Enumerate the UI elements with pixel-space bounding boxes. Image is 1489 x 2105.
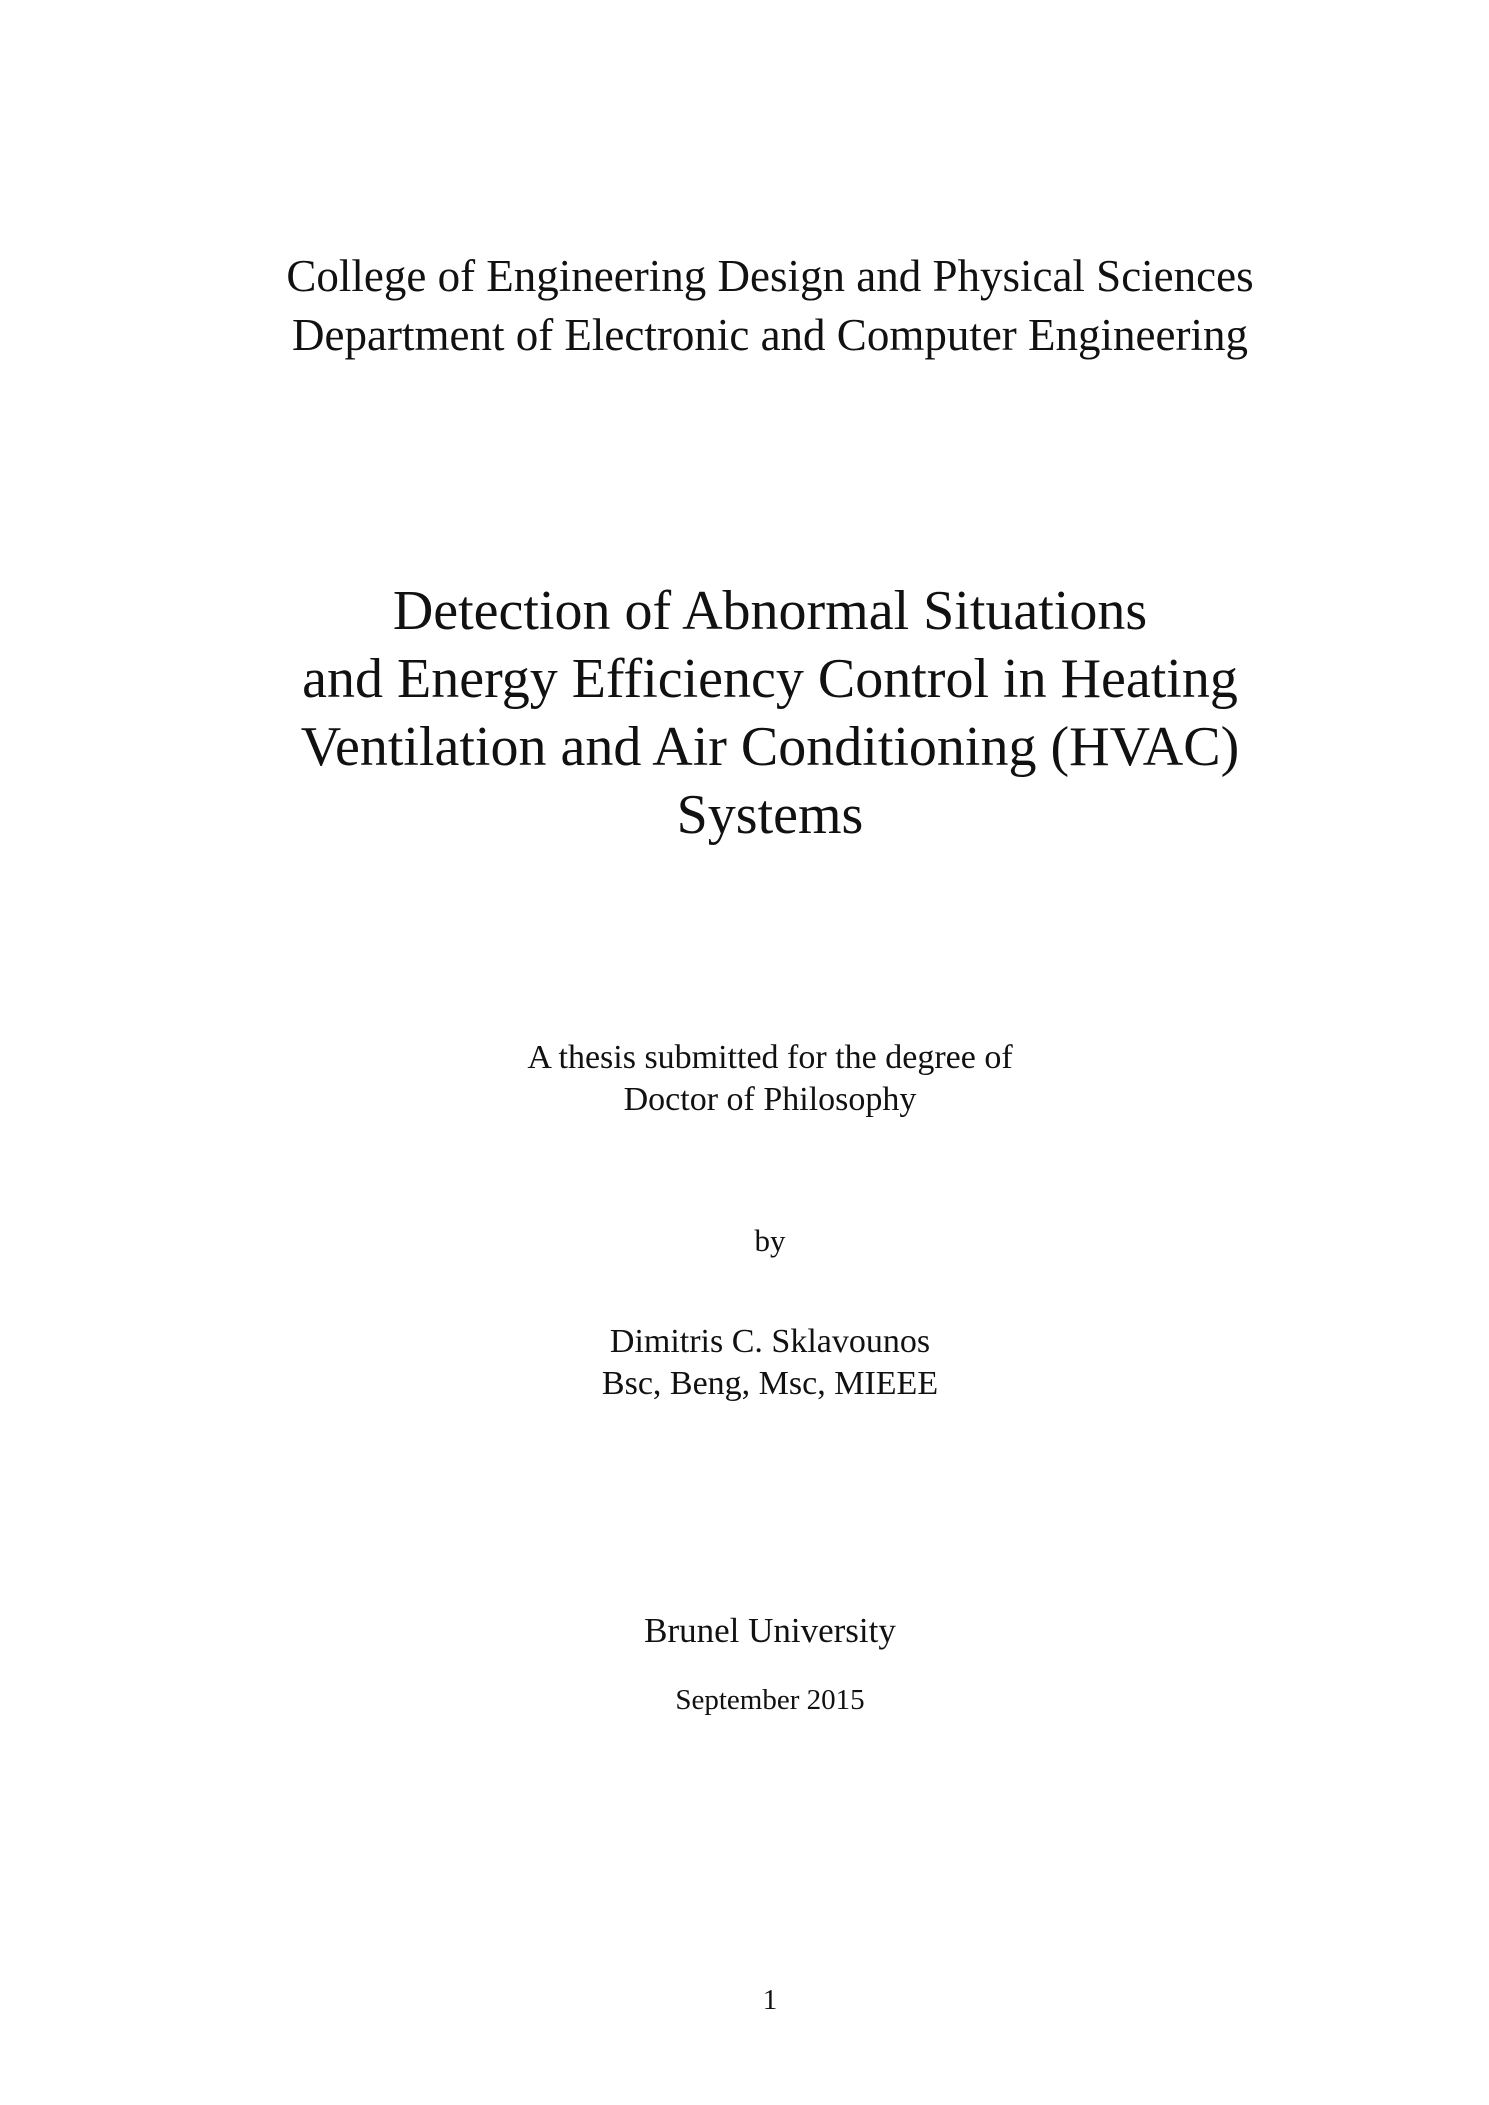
institution-header: [0, 247, 1489, 365]
page-number: [0, 1982, 1489, 2018]
degree-statement: [0, 1037, 1489, 1121]
date-block: [0, 1682, 1489, 1718]
degree-name: Doctor of Philosophy: [623, 1081, 917, 1118]
degree-statement-line: A thesis submitted for the degree of: [527, 1039, 1013, 1076]
thesis-title: [0, 577, 1489, 849]
author-credentials: Bsc, Beng, Msc, MIEEE: [601, 1365, 939, 1402]
by-text: by: [754, 1223, 786, 1258]
thesis-title-line: and Energy Efficiency Control in Heating: [302, 648, 1238, 710]
university-block: [0, 1610, 1489, 1652]
author-name: Dimitris C. Sklavounos: [609, 1323, 931, 1360]
author-block: [0, 1321, 1489, 1405]
by-label: [0, 1222, 1489, 1260]
submission-date: September 2015: [675, 1684, 865, 1716]
department-name: Department of Electronic and Computer Engineering: [292, 310, 1248, 360]
thesis-title-line: Detection of Abnormal Situations: [392, 580, 1148, 642]
thesis-title-line: Systems: [676, 784, 864, 846]
college-name: College of Engineering Design and Physical Sciences: [286, 251, 1254, 301]
page-number-text: 1: [762, 1984, 778, 2016]
thesis-title-line: Ventilation and Air Conditioning (HVAC): [300, 716, 1240, 778]
university-name: Brunel University: [644, 1611, 896, 1650]
